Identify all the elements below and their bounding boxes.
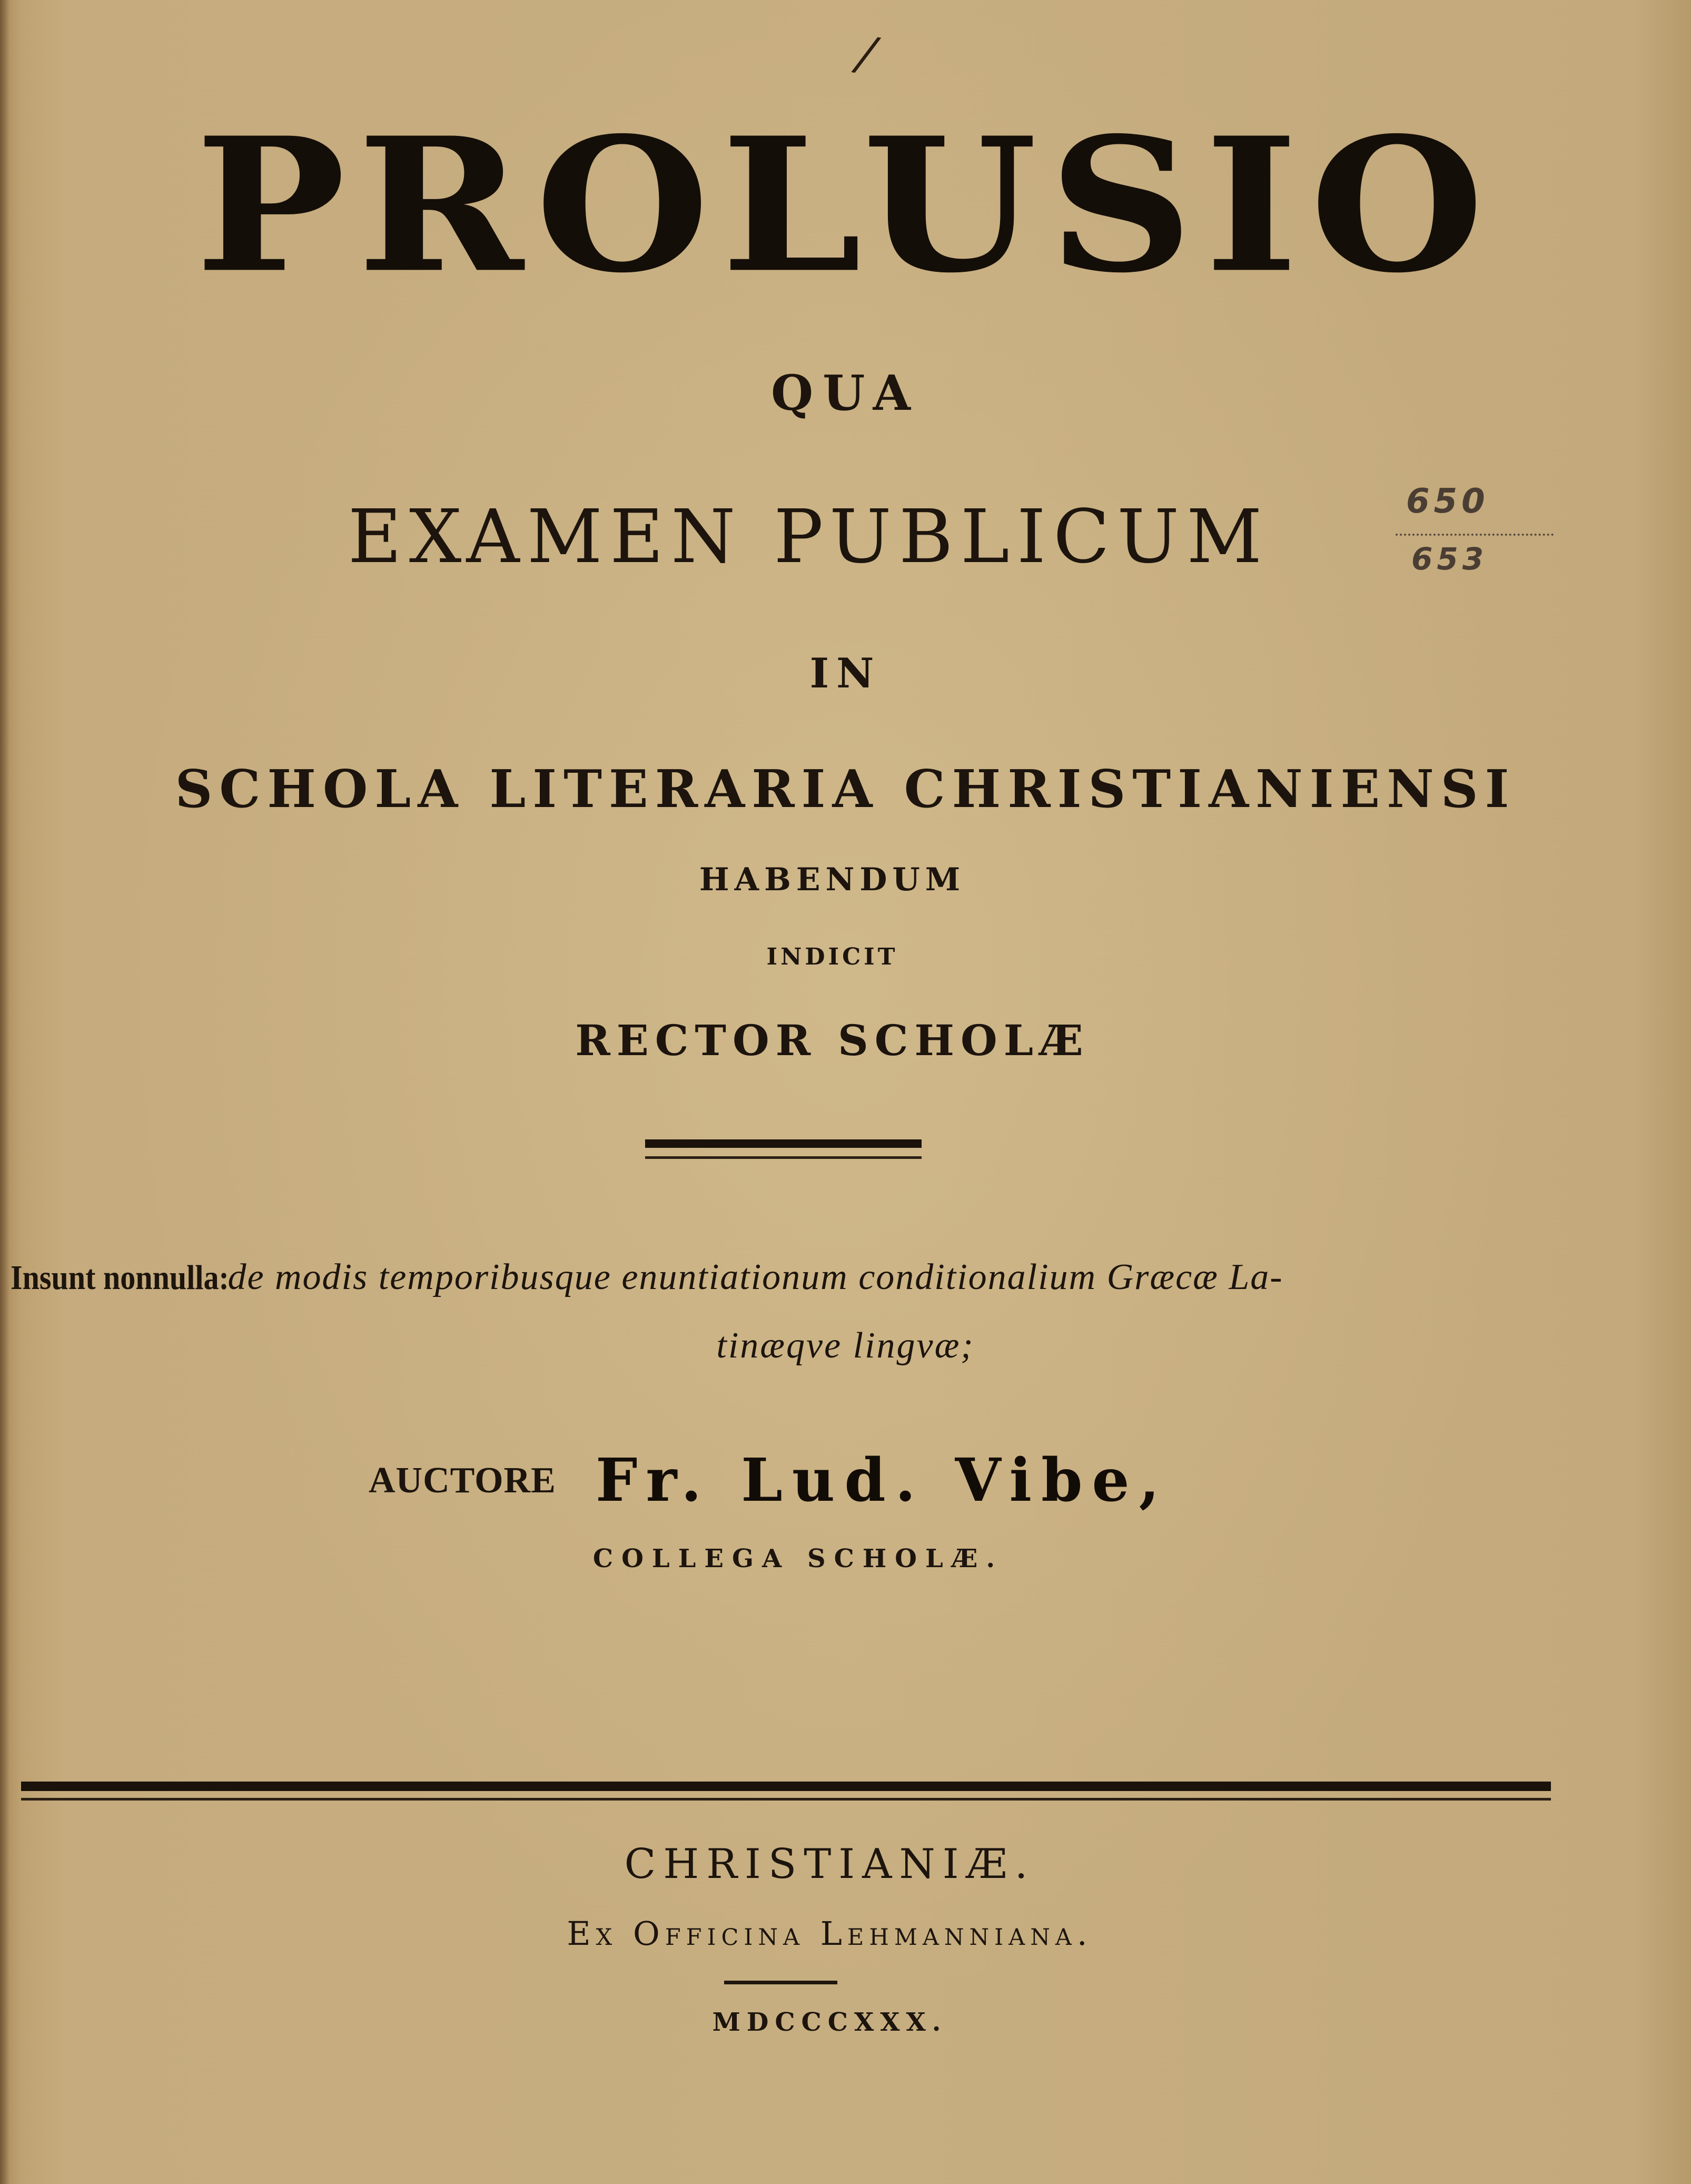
stamp-divider: [1396, 534, 1554, 539]
divider-thin: [645, 1156, 922, 1159]
stamp-number-bottom: 653: [1411, 541, 1488, 577]
author-title: COLLEGA SCHOLÆ.: [592, 1544, 1004, 1573]
imprint-printer: Ex Officina Lehmanniana.: [567, 1914, 1093, 1953]
imprint-city: CHRISTIANIÆ.: [624, 1841, 1035, 1888]
subtitle-indicit: INDICIT: [766, 943, 898, 970]
bottom-divider-thin: [21, 1798, 1551, 1801]
contents-line-1: [11, 1259, 1685, 1296]
divider-thick: [645, 1139, 922, 1148]
contents-italic-1: de modis temporibusque enuntiationum conditionalium Græcæ La-: [228, 1257, 1283, 1297]
author-name: Fr. Lud. Vibe,: [595, 1446, 1169, 1515]
imprint-divider: [724, 1981, 837, 1984]
imprint-year: MDCCCXXX.: [712, 2008, 947, 2037]
subtitle-rector: RECTOR SCHOLÆ: [575, 1016, 1090, 1065]
stamp-number-top: 650: [1406, 482, 1489, 521]
main-title: PROLUSIO: [195, 96, 1496, 314]
school-name: SCHOLA LITERARIA CHRISTIANIENSI: [175, 759, 1516, 820]
contents-label: Insunt nonnulla:: [11, 1258, 229, 1297]
contents-line-2: tinæqve lingvæ;: [716, 1325, 975, 1366]
subtitle-in: IN: [809, 650, 882, 697]
handwritten-corner-mark: /: [854, 25, 879, 83]
subtitle-qua: QUA: [771, 365, 920, 421]
subtitle-habendum: HABENDUM: [699, 861, 966, 898]
author-label: AUCTORE: [369, 1460, 556, 1501]
bottom-divider-thick: [21, 1782, 1551, 1791]
author-line: [369, 1446, 1264, 1520]
library-stamp: [1396, 482, 1564, 587]
subtitle-examen: EXAMEN PUBLICUM: [348, 494, 1270, 580]
